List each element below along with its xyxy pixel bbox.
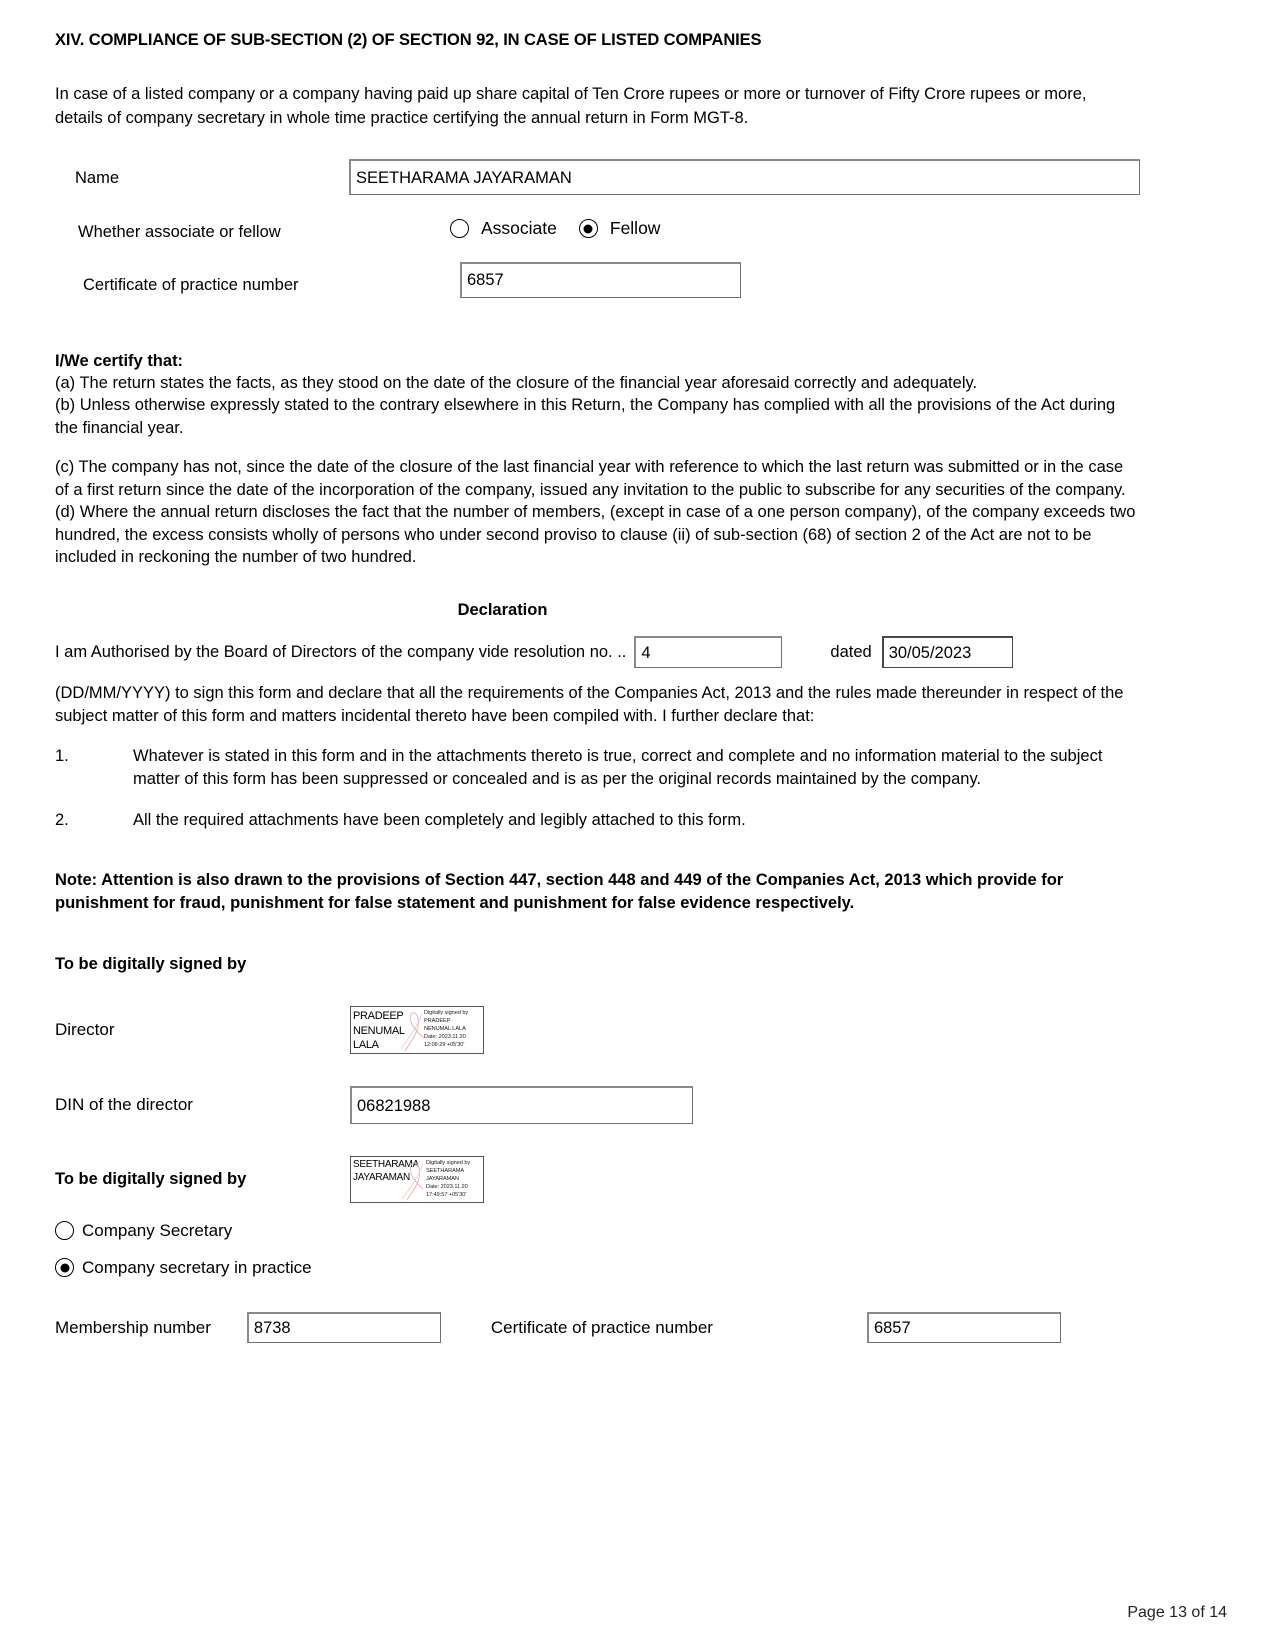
- page-footer: Page 13 of 14: [1127, 1604, 1227, 1621]
- declaration-title: Declaration: [457, 601, 548, 620]
- dated-label: dated: [830, 642, 872, 661]
- director-label: Director: [55, 1020, 115, 1040]
- certify-clause-a: (a) The return states the facts, as they stood on the date of the closure of the financial year aforesaid correctly and adequately.: [55, 373, 978, 392]
- secretary-sig-meta-line1: Digitally signed by: [426, 1160, 471, 1167]
- radio-company-secretary[interactable]: [55, 1221, 74, 1240]
- director-signature-row: [55, 1006, 1140, 1054]
- certify-block: [55, 350, 1140, 569]
- declaration-item-1-text: Whatever is stated in this form and in the attachments thereto is true, correct and complete and no information material to the subject matter of this form has been suppressed or concealed and is as per the original records maintained by the company.: [133, 747, 1103, 789]
- din-row: [55, 1086, 1140, 1124]
- sign-heading-1: To be digitally signed by: [55, 955, 247, 974]
- director-signature-name: PRADEEP NENUMAL LALA: [353, 1010, 405, 1051]
- secretary-sig-meta-line3: JAYARAMAN: [426, 1176, 459, 1183]
- company-secretary-option-row: [55, 1221, 1140, 1240]
- declaration-follow-text: (DD/MM/YYYY) to sign this form and declare that all the requirements of the Companies Act, 2013 and the rules made thereunder in respect of the subject matter of this form and matters incidental thereto have been compiled with. I further declare that:: [55, 684, 1124, 726]
- certify-clause-b: (b) Unless otherwise expressly stated to the contrary elsewhere in this Return, the Company has complied with all the provisions of the Act during the financial year.: [55, 396, 1116, 437]
- radio-cs-in-practice[interactable]: [55, 1258, 74, 1277]
- sign-heading-2: To be digitally signed by: [55, 1170, 247, 1189]
- bottom-cop-label: Certificate of practice number: [490, 1317, 713, 1337]
- director-signature-meta: [423, 1007, 483, 1053]
- secretary-sig-meta-line5: 17:49:57 +05'30': [426, 1192, 467, 1199]
- declaration-item-2: [55, 809, 1140, 832]
- declaration-note: Note: Attention is also drawn to the provisions of Section 447, section 448 and 449 of the Companies Act, 2013 which provide for punishment for fraud, punishment for false statement and punishment for false evidence respectively.: [55, 871, 1064, 913]
- page-content: [55, 30, 1140, 1343]
- din-input[interactable]: 06821988: [350, 1086, 693, 1124]
- director-sig-meta-line5: 12:06:29 +05'30': [424, 1042, 465, 1049]
- resolution-number-input[interactable]: 4: [634, 636, 782, 668]
- name-input[interactable]: SEETHARAMA JAYARAMAN: [349, 159, 1140, 195]
- certify-heading: I/We certify that:: [55, 351, 184, 370]
- declaration-item-2-number: 2.: [55, 810, 69, 829]
- declaration-resolution-row: [55, 636, 1140, 668]
- name-label: Name: [75, 169, 120, 188]
- associate-fellow-radio-group: [450, 213, 660, 238]
- certify-clause-d: (d) Where the annual return discloses the fact that the number of members, (except in case of a one person company), of the company exceeds two hundred, the excess consists wholly of persons who under second proviso to clause (ii) of sub-section (68) of section 2 of the Act are not to be included in reckoning the number of two hundred.: [55, 503, 1136, 567]
- associate-fellow-label: Whether associate or fellow: [78, 223, 281, 242]
- dated-input[interactable]: 30/05/2023: [882, 636, 1013, 668]
- director-sig-meta-line2: PRADEEP: [424, 1018, 451, 1025]
- radio-company-secretary-label: Company Secretary: [82, 1221, 233, 1241]
- director-sig-meta-line3: NENUMAL LALA: [424, 1026, 466, 1033]
- cop-input[interactable]: 6857: [460, 262, 741, 298]
- declaration-lead-text: I am Authorised by the Board of Directors of the company vide resolution no. ..: [55, 642, 627, 661]
- declaration-item-2-text: All the required attachments have been completely and legibly attached to this form.: [133, 810, 746, 829]
- director-signature-stamp[interactable]: [350, 1006, 484, 1054]
- radio-cs-in-practice-label: Company secretary in practice: [82, 1258, 312, 1278]
- declaration-item-1-number: 1.: [55, 747, 69, 766]
- membership-label: Membership number: [55, 1317, 211, 1337]
- name-field-row: [55, 159, 1140, 195]
- cs-in-practice-option-row: [55, 1258, 1140, 1277]
- secretary-signature-meta: [425, 1157, 483, 1202]
- cop-label: Certificate of practice number: [83, 275, 299, 294]
- secretary-signature-name: SEETHARAMA JAYARAMAN: [353, 1159, 419, 1184]
- membership-cop-row: [55, 1312, 1140, 1343]
- declaration-item-1: [55, 745, 1140, 792]
- bottom-cop-input[interactable]: 6857: [867, 1312, 1061, 1343]
- cop-field-row: [55, 262, 1140, 298]
- section-title: XIV. COMPLIANCE OF SUB-SECTION (2) OF SECTION 92, IN CASE OF LISTED COMPANIES: [55, 31, 762, 49]
- radio-associate-label: Associate: [481, 218, 557, 239]
- secretary-sig-meta-line4: Date: 2023.11.20: [426, 1184, 468, 1191]
- radio-associate[interactable]: [450, 219, 469, 238]
- director-sig-meta-line4: Date: 2023.11.20: [424, 1034, 466, 1041]
- radio-fellow-label: Fellow: [609, 218, 661, 239]
- secretary-sig-meta-line2: SEETHARAMA: [426, 1168, 465, 1175]
- associate-fellow-row: [55, 213, 1140, 243]
- section-intro: In case of a listed company or a company having paid up share capital of Ten Crore rupees or more or turnover of Fifty Crore rupees or more, details of company secretary in whole time practice certifying the annual return in Form MGT-8.: [55, 85, 1087, 128]
- membership-input[interactable]: 8738: [247, 1312, 441, 1343]
- director-sig-meta-line1: Digitally signed by: [424, 1010, 469, 1017]
- secretary-signature-stamp[interactable]: [350, 1156, 484, 1203]
- din-label: DIN of the director: [55, 1095, 193, 1115]
- certify-clause-c: (c) The company has not, since the date of the closure of the last financial year with reference to which the last return was submitted or in the case of a first return since the date of the incorporation of the company, issued any invitation to the public to subscribe for any securities of the company.: [55, 458, 1126, 499]
- radio-fellow[interactable]: [579, 219, 598, 238]
- secretary-signature-row: [55, 1156, 1140, 1203]
